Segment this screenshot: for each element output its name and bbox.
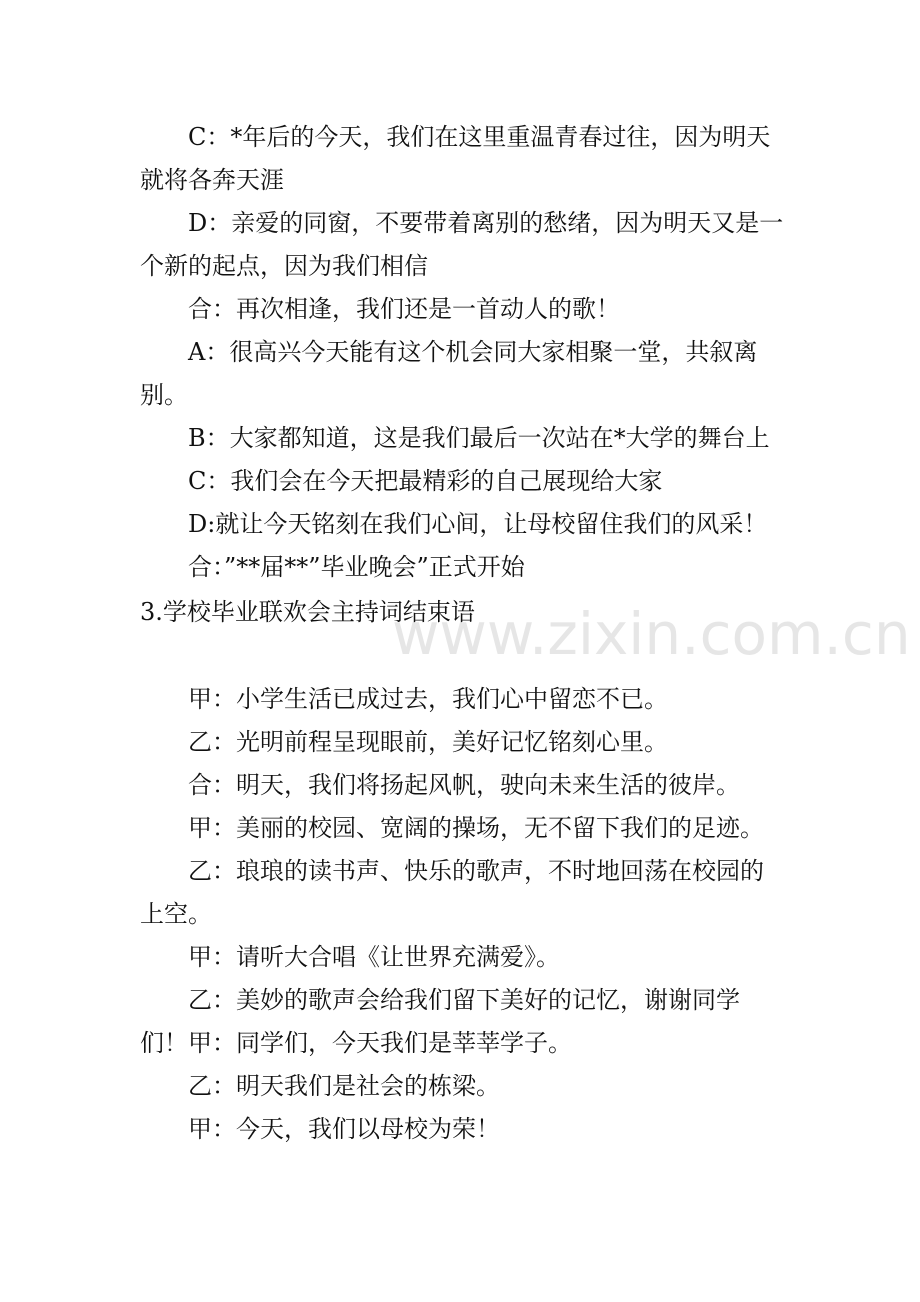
closing-paragraph-10: 甲：今天，我们以母校为荣！ (188, 1115, 500, 1143)
closing-paragraph-2: 乙：光明前程呈现眼前，美好记忆铭刻心里。 (188, 728, 668, 756)
closing-paragraph-8: 甲：同学们，今天我们是莘莘学子。 (188, 1029, 572, 1057)
paragraph-a-1: A：很高兴今天能有这个机会同大家相聚一堂，共叙离别。 (140, 338, 758, 409)
closing-paragraph-9: 乙：明天我们是社会的栋梁。 (188, 1072, 500, 1100)
paragraph-b-1: B：大家都知道，这是我们最后一次站在*大学的舞台上 (188, 424, 770, 452)
closing-paragraph-1: 甲：小学生活已成过去，我们心中留恋不已。 (188, 685, 668, 713)
paragraph-c-2: C：我们会在今天把最精彩的自己展现给大家 (188, 467, 663, 495)
closing-paragraph-5: 乙：琅琅的读书声、快乐的歌声，不时地回荡在校园的上空。 (140, 857, 764, 928)
closing-paragraph-7: 乙：美妙的歌声会给我们留下美好的记忆，谢谢同学们！ (140, 986, 740, 1057)
section-heading: 3.学校毕业联欢会主持词结束语 (140, 598, 475, 626)
paragraph-d-2: D:就让今天铭刻在我们心间，让母校留住我们的风采！ (188, 510, 768, 538)
paragraph-d-1: D：亲爱的同窗，不要带着离别的愁绪，因为明天又是一个新的起点，因为我们相信 (140, 209, 784, 280)
paragraph-c-1: C：*年后的今天，我们在这里重温青春过往，因为明天就将各奔天涯 (140, 123, 771, 194)
closing-paragraph-6: 甲：请听大合唱《让世界充满爱》。 (188, 943, 560, 971)
watermark: www.zixin.com.cn (392, 600, 911, 668)
closing-paragraph-3: 合：明天，我们将扬起风帆，驶向未来生活的彼岸。 (188, 771, 740, 799)
paragraph-he-1: 合：再次相逢，我们还是一首动人的歌！ (188, 295, 620, 323)
closing-paragraph-4: 甲：美丽的校园、宽阔的操场，无不留下我们的足迹。 (188, 814, 764, 842)
paragraph-he-2: 合：”**届**”毕业晚会”正式开始 (188, 553, 525, 581)
